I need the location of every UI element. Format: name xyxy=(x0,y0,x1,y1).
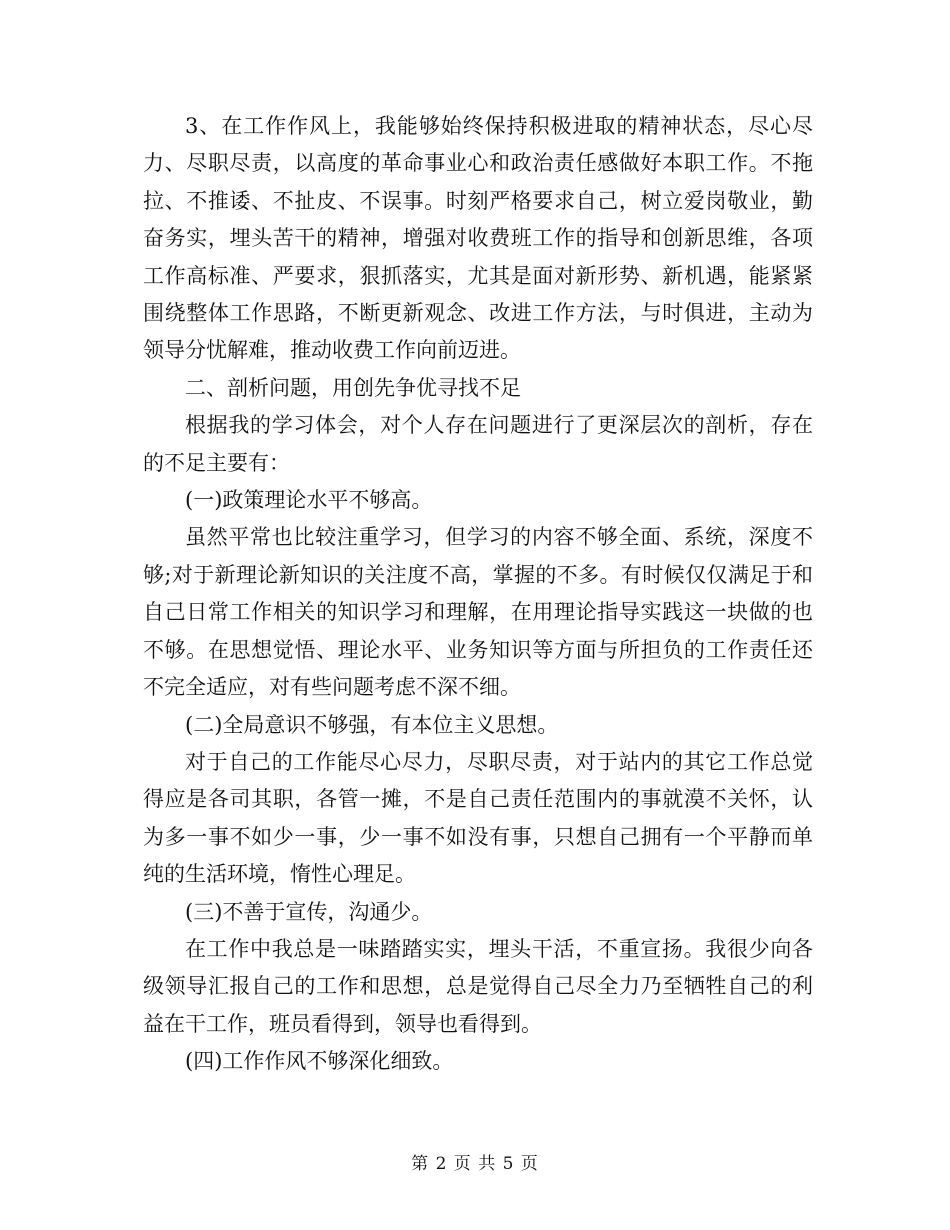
subheading-communication: (三)不善于宣传，沟通少。 xyxy=(185,899,433,924)
page-number: 第 2 页 共 5 页 xyxy=(411,1154,539,1174)
subheading-overall-awareness: (二)全局意识不够强，有本位主义思想。 xyxy=(185,712,559,737)
document-body xyxy=(143,108,813,1081)
paragraph-analysis-intro: 根据我的学习体会，对个人存在问题进行了更深层次的剖析，存在的不足主要有： xyxy=(143,413,813,475)
subheading-policy-theory: (一)政策理论水平不够高。 xyxy=(185,488,433,513)
section-heading-analysis: 二、剖析问题，用创先争优寻找不足 xyxy=(185,375,521,400)
subheading-work-detail: (四)工作作风不够深化细致。 xyxy=(185,1049,454,1074)
paragraph-communication: 在工作中我总是一味踏踏实实，埋头干活，不重宣扬。我很少向各级领导汇报自己的工作和思想，总是觉得自己尽全力乃至牺牲自己的利益在干工作，班员看得到，领导也看得到。 xyxy=(143,936,813,1036)
paragraph-overall-awareness: 对于自己的工作能尽心尽力，尽职尽责，对于站内的其它工作总觉得应是各司其职，各管一摊，不是自己责任范围内的事就漠不关怀，认为多一事不如少一事，少一事不如没有事，只想自己拥有一个平静而单纯的生活环境，惰性心理足。 xyxy=(143,749,813,887)
paragraph-work-style: 3、在工作作风上，我能够始终保持积极进取的精神状态，尽心尽力、尽职尽责，以高度的革命事业心和政治责任感做好本职工作。不拖拉、不推诿、不扯皮、不误事。时刻严格要求自己，树立爱岗敬业，勤奋务实，埋头苦干的精神，增强对收费班工作的指导和创新思维，各项工作高标准、严要求，狠抓落实，尤其是面对新形势、新机遇，能紧紧围绕整体工作思路，不断更新观念、改进工作方法，与时俱进，主动为领导分忧解难，推动收费工作向前迈进。 xyxy=(143,114,813,363)
paragraph-policy-theory: 虽然平常也比较注重学习，但学习的内容不够全面、系统，深度不够;对于新理论新知识的关注度不高，掌握的不多。有时候仅仅满足于和自己日常工作相关的知识学习和理解，在用理论指导实践这一块做的也不够。在思想觉悟、理论水平、业务知识等方面与所担负的工作责任还不完全适应，对有些问题考虑不深不细。 xyxy=(143,525,813,700)
